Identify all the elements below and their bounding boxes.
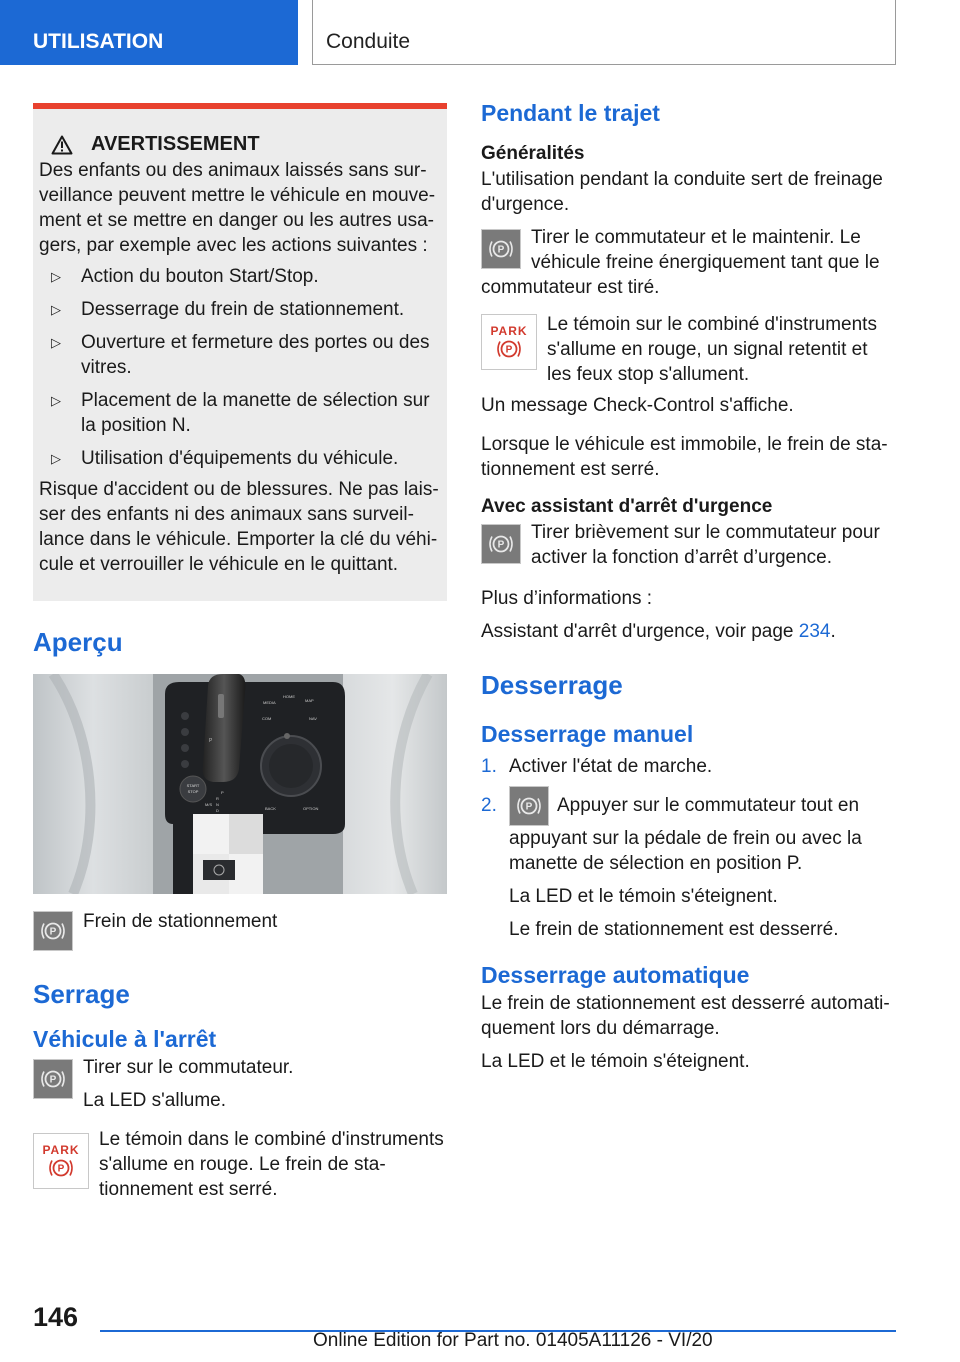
warning-conclusion: Risque d'accident ou de blessures. Ne pas laisser des enfants ni des animaux sans surveillance dans le véhicule. Emporter la clé du véhicule et verrouiller le véhicule en le quittant.	[39, 479, 439, 575]
pull-text: Tirer le commutateur et le maintenir. Le véhicule freine énergiquement tant que le commutateur est tiré.	[481, 227, 880, 298]
option-label: OPTION	[303, 806, 319, 811]
center-console-photo	[33, 674, 447, 894]
bullet-triangle-icon: ▷	[51, 451, 61, 466]
vehicle-stopped-heading: Véhicule à l'arrêt	[33, 1026, 217, 1052]
map-label: MAP	[305, 698, 314, 703]
lever-p-label: P	[209, 738, 213, 744]
gear-n-label: N	[216, 802, 219, 807]
edition-text: Online Edition for Part no. 01405A11126 - VI/20	[313, 1330, 713, 1351]
park-warning-icon: PARK P	[33, 1133, 89, 1189]
warning-triangle-icon	[51, 135, 73, 155]
com-label: COM	[262, 716, 272, 721]
media-label: MEDIA	[263, 700, 276, 705]
start-label: START	[186, 783, 200, 788]
center-console-illustration	[33, 674, 447, 894]
trajet-heading: Pendant le trajet	[481, 100, 660, 126]
back-label: BACK	[265, 806, 276, 811]
immobile-text: Lorsque le véhicule est immobile, le frein de stationnement est serré.	[481, 434, 888, 480]
page-reference-link[interactable]: 234	[798, 621, 831, 642]
list-item: ▷ Ouverture et fermeture des portes ou des vitres.	[39, 330, 441, 380]
list-item: ▷ Placement de la manette de sélection sur la position N.	[39, 388, 441, 438]
gear-r-label: R	[216, 796, 219, 801]
gear-p-label: P	[221, 790, 224, 795]
warning-box	[33, 103, 447, 601]
list-item: ▷ Action du bouton Start/Stop.	[39, 264, 441, 289]
svg-text:P: P	[525, 801, 533, 813]
stop-label: STOP	[187, 789, 199, 794]
list-item: 1. Activer l'état de marche.	[481, 756, 713, 777]
auto-release-text: Le frein de stationnement est desserré automatiquement lors du démarrage.	[481, 993, 890, 1039]
gear-ms-label: M/S	[205, 802, 213, 807]
serrage-park-text: Le témoin dans le combiné d'instruments s'allume en rouge. Le frein de stationnement est serré.	[99, 1129, 444, 1200]
parking-brake-icon	[481, 524, 521, 564]
right-column	[481, 100, 895, 1074]
svg-text:P: P	[497, 539, 505, 551]
chapter-tab	[312, 0, 896, 65]
page-number: 146	[33, 1302, 79, 1332]
left-column	[33, 103, 447, 1202]
section-tab	[0, 0, 298, 65]
auto-led-text: La LED et le témoin s'éteignent.	[481, 1051, 750, 1072]
serrage-park-row	[33, 1127, 447, 1202]
bullet-triangle-icon: ▷	[51, 269, 61, 284]
svg-text:P: P	[505, 344, 513, 355]
generalites-heading: Généralités	[481, 143, 585, 164]
home-label: HOME	[283, 694, 295, 699]
generalites-text: L'utilisation pendant la conduite sert de freinage d'urgence.	[481, 169, 883, 215]
gear-d-label: D	[216, 808, 219, 813]
bullet-triangle-icon: ▷	[51, 302, 61, 317]
desserrage-manuel-heading: Desserrage manuel	[481, 721, 694, 747]
release-steps	[481, 754, 895, 942]
svg-text:P: P	[57, 1163, 65, 1174]
bullet-triangle-icon: ▷	[51, 393, 61, 408]
warning-title: AVERTISSEMENT	[51, 133, 441, 156]
warning-intro: Des enfants ou des animaux laissés sans surveillance peuvent mettre le véhicule en mouvement et se mettre en danger ou les autres usagers, par exemple avec les actions suivantes :	[39, 160, 436, 256]
warning-list	[39, 264, 441, 471]
overview-heading: Aperçu	[33, 627, 123, 657]
photo-caption: Frein de stationnement	[83, 911, 278, 932]
assist-heading: Avec assistant d'arrêt d'urgence	[481, 496, 773, 517]
nav-label: NAV	[309, 716, 317, 721]
pull-row	[481, 225, 895, 300]
released-text: Le frein de stationnement est desserré.	[509, 919, 839, 940]
svg-text:P: P	[497, 244, 505, 256]
parking-brake-icon	[509, 786, 549, 826]
section-title: UTILISATION	[33, 30, 164, 53]
serrage-pull-text: Tirer sur le commutateur.	[83, 1057, 294, 1078]
trajet-park-row	[481, 312, 895, 387]
bullet-triangle-icon: ▷	[51, 335, 61, 350]
parking-brake-icon	[33, 911, 73, 951]
list-item: ▷ Desserrage du frein de stationnement.	[39, 297, 441, 322]
serrage-led-text: La LED s'allume.	[83, 1090, 227, 1111]
desserrage-heading: Desserrage	[481, 670, 623, 700]
more-info-text: Plus d’informations :	[481, 588, 653, 609]
chapter-title: Conduite	[326, 30, 411, 53]
check-control-text: Un message Check-Control s'affiche.	[481, 395, 794, 416]
caption-row	[33, 911, 447, 951]
serrage-heading: Serrage	[33, 979, 130, 1009]
list-item: ▷ Utilisation d'équipements du véhicule.	[39, 446, 441, 471]
parking-brake-icon	[33, 1059, 73, 1099]
parking-brake-icon	[481, 229, 521, 269]
led-off-text: La LED et le témoin s'éteignent.	[509, 886, 778, 907]
assist-row	[481, 520, 895, 570]
svg-text:P: P	[49, 1074, 57, 1086]
park-warning-icon: PARK P	[481, 314, 537, 370]
assist-text: Tirer brièvement sur le commutateur pour activer la fonction d’arrêt d’urgence.	[531, 522, 880, 568]
desserrage-auto-heading: Desserrage automatique	[481, 962, 750, 988]
svg-text:P: P	[49, 926, 57, 938]
reference-line: Assistant d'arrêt d'urgence, voir page 234.	[481, 621, 836, 642]
trajet-park-text: Le témoin sur le combiné d'instruments s'allume en rouge, un signal retentit et les feux stop s'allument.	[547, 314, 877, 385]
list-item: 2. P Appuyer sur le commutateur tout en appuyant sur la pédale de frein ou avec la manette de sélection en position P. La LED et le témoin s'éteignent. Le frein de stationnement est desserré.	[481, 793, 895, 942]
serrage-step-row	[33, 1055, 447, 1113]
